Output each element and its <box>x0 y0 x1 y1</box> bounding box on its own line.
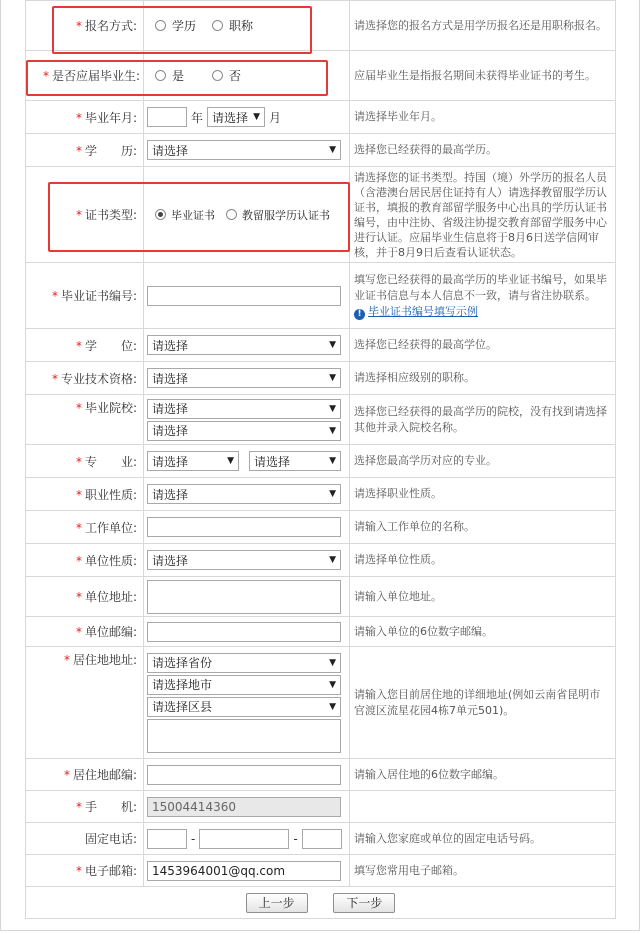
job-nature-select[interactable] <box>147 484 341 504</box>
row-home-address <box>26 647 616 759</box>
employer-nature-select[interactable] <box>147 550 341 570</box>
required-mark: * <box>75 800 82 814</box>
city-select[interactable] <box>147 675 341 695</box>
label-signup-method: 报名方式: <box>84 19 137 33</box>
school-select-1[interactable] <box>147 399 341 419</box>
tip-cert-number-text: 填写您已经获得的最高学历的毕业证书编号，如果毕业证书信息与本人信息不一致，请与省注协联系。 <box>354 272 607 302</box>
required-mark: * <box>75 19 82 33</box>
qualification-value: 请选择 <box>152 371 189 386</box>
required-mark: * <box>75 864 82 878</box>
school-value-1: 请选择 <box>152 402 189 416</box>
chevron-down-icon: ▼ <box>329 373 336 383</box>
area-code-input[interactable] <box>147 829 187 849</box>
chevron-down-icon: ▼ <box>329 657 336 668</box>
chevron-down-icon: ▼ <box>329 701 336 712</box>
tip-fresh-grad: 应届毕业生是指报名期间未获得毕业证书的考生。 <box>350 51 616 101</box>
chevron-down-icon: ▼ <box>253 112 261 122</box>
tip-employer-zip: 请输入单位的6位数字邮编。 <box>350 617 616 647</box>
chevron-down-icon: ▼ <box>329 456 336 466</box>
dash-1: - <box>191 831 196 846</box>
row-cert-type <box>26 167 616 263</box>
row-education <box>26 134 616 167</box>
month-unit: 月 <box>269 110 282 125</box>
label-job-nature: 职业性质: <box>84 487 137 502</box>
cert-number-input[interactable] <box>147 286 341 306</box>
tip-home-address: 请输入您目前居住地的详细地址(例如云南省昆明市官渡区流星花园4栋7单元501)。 <box>350 647 616 759</box>
row-home-zip <box>26 759 616 791</box>
required-mark: * <box>75 454 82 469</box>
row-signup-method <box>26 1 616 51</box>
district-select[interactable] <box>147 697 341 717</box>
home-address-textarea[interactable] <box>147 719 341 753</box>
required-mark: * <box>75 208 82 222</box>
tip-education: 选择您已经获得的最高学历。 <box>350 134 616 167</box>
email-input[interactable]: 1453964001@qq.com <box>147 861 341 881</box>
grad-month-value: 请选择 <box>212 110 249 125</box>
tip-employer-nature: 请选择单位性质。 <box>350 544 616 577</box>
row-major <box>26 445 616 478</box>
row-qualification <box>26 362 616 395</box>
phone-number-input[interactable] <box>199 829 289 849</box>
radio-yes[interactable] <box>155 70 166 81</box>
option-title: 职称 <box>229 19 254 33</box>
label-cert-number: 毕业证书编号: <box>60 289 137 303</box>
chevron-down-icon: ▼ <box>329 145 336 155</box>
tip-cert-number <box>350 263 616 329</box>
year-unit: 年 <box>191 110 204 125</box>
tip-email: 填写您常用电子邮箱。 <box>350 855 616 887</box>
label-employer-nature: 单位性质: <box>84 553 137 568</box>
major-value-2: 请选择 <box>254 454 291 469</box>
tip-cert-type: 请选择您的证书类型。持国（境）外学历的报名人员（含港澳台居民居住证持有人）请选择教留服学历认证书，填报的教育部留学服务中心出具的学历认证书编号，由中注协、省级注协提交教育部留学服务中心进行认证。应届毕业生信息将于8月6日送学信网审核，并于8月9日后查看认证状态。 <box>350 167 616 263</box>
tip-employer: 请输入工作单位的名称。 <box>350 511 616 544</box>
chevron-down-icon: ▼ <box>329 679 336 690</box>
radio-title[interactable] <box>212 20 223 31</box>
employer-address-textarea[interactable] <box>147 580 341 614</box>
label-cert-type: 证书类型: <box>84 208 137 222</box>
row-email <box>26 855 616 887</box>
label-education: 学 历: <box>84 143 137 158</box>
row-job-nature <box>26 478 616 511</box>
required-mark: * <box>63 653 70 667</box>
required-mark: * <box>75 401 82 415</box>
tip-employer-address: 请输入单位地址。 <box>350 577 616 617</box>
mobile-input: 15004414360 <box>147 797 341 817</box>
city-value: 请选择地市 <box>152 678 213 692</box>
radio-education[interactable] <box>155 20 166 31</box>
info-icon: ! <box>354 309 365 320</box>
label-fresh-grad: 是否应届毕业生: <box>51 69 140 83</box>
label-school: 毕业院校: <box>84 401 137 415</box>
tip-mobile-empty <box>350 791 616 823</box>
education-select[interactable] <box>147 140 341 160</box>
option-overseas-cert: 教留服学历认证书 <box>242 208 330 222</box>
major-select-2[interactable] <box>249 451 341 471</box>
label-employer-zip: 单位邮编: <box>84 625 137 639</box>
degree-value: 请选择 <box>152 338 189 353</box>
label-home-zip: 居住地邮编: <box>72 768 137 782</box>
province-value: 请选择省份 <box>152 656 213 670</box>
next-step-button[interactable]: 下一步 <box>333 893 395 913</box>
tip-school: 选择您已经获得的最高学历的院校，没有找到请选择其他并录入院校名称。 <box>350 395 616 445</box>
tip-signup-method: 请选择您的报名方式是用学历报名还是用职称报名。 <box>350 1 616 51</box>
label-employer-address: 单位地址: <box>84 590 137 604</box>
row-degree <box>26 329 616 362</box>
label-degree: 学 位: <box>84 338 137 353</box>
tip-major: 选择您最高学历对应的专业。 <box>350 445 616 478</box>
school-value-2: 请选择 <box>152 424 189 438</box>
row-fresh-grad <box>26 51 616 101</box>
dash-2: - <box>293 831 298 846</box>
employer-zip-input[interactable] <box>147 622 341 642</box>
grad-month-select[interactable] <box>207 107 265 127</box>
required-mark: * <box>42 69 49 83</box>
province-select[interactable] <box>147 653 341 673</box>
label-home-address: 居住地地址: <box>72 653 137 667</box>
degree-select[interactable] <box>147 335 341 355</box>
row-employer-nature <box>26 544 616 577</box>
required-mark: * <box>75 338 82 353</box>
chevron-down-icon: ▼ <box>329 340 336 350</box>
job-nature-value: 请选择 <box>152 487 189 502</box>
label-major: 专 业: <box>84 454 137 469</box>
row-cert-number <box>26 263 616 329</box>
chevron-down-icon: ▼ <box>329 489 336 499</box>
tip-grad-year: 请选择毕业年月。 <box>350 101 616 134</box>
radio-graduation-cert[interactable] <box>155 209 166 220</box>
required-mark: * <box>75 110 82 125</box>
school-select-2[interactable] <box>147 421 341 441</box>
label-qualification: 专业技术资格: <box>60 371 137 386</box>
label-grad-year: 毕业年月: <box>84 110 137 125</box>
chevron-down-icon: ▼ <box>329 425 336 436</box>
chevron-down-icon: ▼ <box>227 456 234 466</box>
cert-number-example-link[interactable]: 毕业证书编号填写示例 <box>368 304 478 318</box>
option-graduation-cert: 毕业证书 <box>171 208 215 222</box>
qualification-select[interactable] <box>147 368 341 388</box>
required-mark: * <box>75 590 82 604</box>
row-employer-zip <box>26 617 616 647</box>
home-zip-input[interactable] <box>147 765 341 785</box>
required-mark: * <box>63 768 70 782</box>
tip-job-nature: 请选择职业性质。 <box>350 478 616 511</box>
required-mark: * <box>51 289 58 303</box>
option-no: 否 <box>229 69 242 83</box>
required-mark: * <box>75 143 82 158</box>
education-value: 请选择 <box>152 143 189 158</box>
tip-landline: 请输入您家庭或单位的固定电话号码。 <box>350 823 616 855</box>
row-employer <box>26 511 616 544</box>
extension-input[interactable] <box>302 829 342 849</box>
label-employer: 工作单位: <box>84 520 137 535</box>
required-mark: * <box>75 553 82 568</box>
employer-input[interactable] <box>147 517 341 537</box>
radio-no[interactable] <box>212 70 223 81</box>
option-education: 学历 <box>172 19 197 33</box>
chevron-down-icon: ▼ <box>329 403 336 414</box>
option-yes: 是 <box>172 69 185 83</box>
row-school <box>26 395 616 445</box>
chevron-down-icon: ▼ <box>329 555 336 565</box>
prev-step-button[interactable]: 上一步 <box>246 893 308 913</box>
row-employer-address <box>26 577 616 617</box>
tip-home-zip: 请输入居住地的6位数字邮编。 <box>350 759 616 791</box>
grad-year-input[interactable] <box>147 107 187 127</box>
registration-form <box>25 0 616 919</box>
major-value-1: 请选择 <box>152 454 189 469</box>
label-mobile: 手 机: <box>84 800 137 814</box>
label-email: 电子邮箱: <box>84 864 137 878</box>
required-mark: * <box>75 487 82 502</box>
label-landline: 固定电话: <box>84 832 137 846</box>
row-mobile <box>26 791 616 823</box>
required-mark: * <box>75 520 82 535</box>
required-mark: * <box>75 625 82 639</box>
row-landline <box>26 823 616 855</box>
district-value: 请选择区县 <box>152 700 213 714</box>
required-mark: * <box>51 371 58 386</box>
employer-nature-value: 请选择 <box>152 553 189 568</box>
radio-overseas-cert[interactable] <box>226 209 237 220</box>
row-buttons <box>26 887 616 919</box>
tip-degree: 选择您已经获得的最高学位。 <box>350 329 616 362</box>
row-grad-year <box>26 101 616 134</box>
tip-qualification: 请选择相应级别的职称。 <box>350 362 616 395</box>
major-select-1[interactable] <box>147 451 239 471</box>
